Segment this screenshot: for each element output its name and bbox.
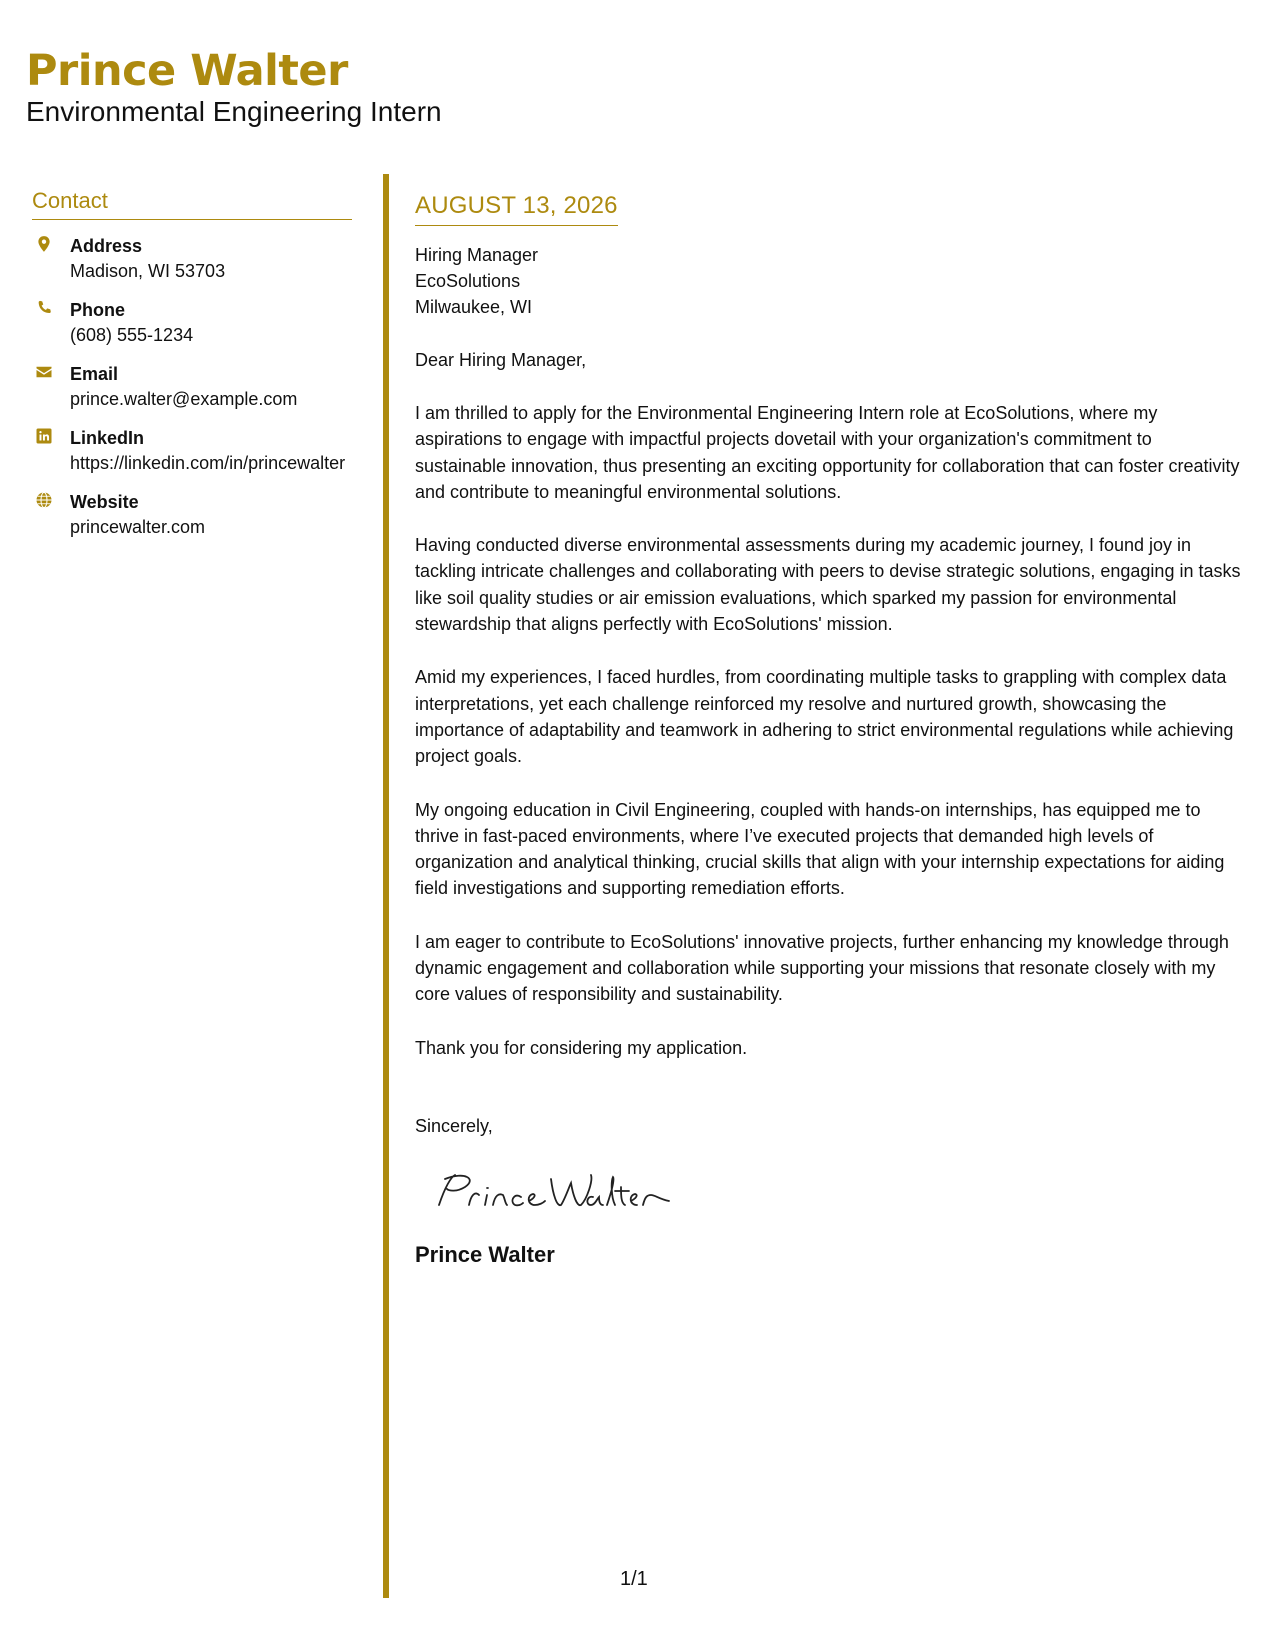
header bbox=[26, 48, 442, 129]
address-value: Madison, WI 53703 bbox=[70, 261, 226, 281]
applicant-name: Prince Walter bbox=[26, 46, 348, 96]
letter-paragraph: Having conducted diverse environmental assessments during my academic journey, I found joy in tackling intricate challenges and collaborating with peers to devise strategic solutions, engaging in tasks like soil quality studies or air emission evaluations, which sparked my passion for environmental stewardship that aligns perfectly with EcoSolutions' mission. bbox=[415, 535, 1241, 635]
linkedin-value[interactable]: https://linkedin.com/in/princewalter bbox=[70, 453, 346, 473]
closing: Sincerely, bbox=[415, 1115, 493, 1136]
applicant-role: Environmental Engineering Intern bbox=[26, 96, 442, 128]
contact-item-email bbox=[32, 362, 352, 412]
phone-value: (608) 555-1234 bbox=[70, 325, 194, 345]
website-value[interactable]: princewalter.com bbox=[70, 517, 206, 537]
contact-sidebar bbox=[32, 188, 352, 540]
recipient-location: Milwaukee, WI bbox=[415, 297, 533, 317]
letter-date: AUGUST 13, 2026 bbox=[415, 192, 618, 226]
letter-body bbox=[415, 192, 1245, 1268]
contact-item-linkedin bbox=[32, 426, 352, 476]
letter-paragraph: Amid my experiences, I faced hurdles, from coordinating multiple tasks to grappling with complex data interpretations, yet each challenge reinforced my resolve and nurtured growth, showcasing the importance of adaptability and teamwork in adhering to strict environmental regulations while achieving project goals. bbox=[415, 667, 1234, 767]
email-icon bbox=[35, 363, 53, 381]
location-pin-icon bbox=[35, 235, 53, 253]
contact-title: Contact bbox=[32, 188, 352, 220]
linkedin-icon bbox=[35, 427, 53, 445]
recipient-title: Hiring Manager bbox=[415, 245, 539, 265]
contact-item-website bbox=[32, 490, 352, 540]
letter-paragraph: I am eager to contribute to EcoSolutions' innovative projects, further enhancing my knowledge through dynamic engagement and collaboration while supporting your missions that resonate closely with my core values of responsibility and sustainability. bbox=[415, 931, 1229, 1005]
email-value[interactable]: prince.walter@example.com bbox=[70, 389, 298, 409]
contact-item-address bbox=[32, 234, 352, 284]
address-label: Address bbox=[70, 236, 143, 256]
phone-label: Phone bbox=[70, 300, 126, 320]
globe-icon bbox=[35, 491, 53, 509]
recipient-company: EcoSolutions bbox=[415, 271, 521, 291]
letter-paragraph: I am thrilled to apply for the Environmental Engineering Intern role at EcoSolutions, where my aspirations to engage with impactful projects dovetail with your organization's commitment to sustainable innovation, thus presenting an exciting opportunity for collaboration that can foster creativity and contribute to meaningful environmental solutions. bbox=[415, 403, 1240, 502]
contact-item-phone bbox=[32, 298, 352, 348]
handwritten-signature bbox=[425, 1165, 675, 1225]
recipient-block bbox=[415, 242, 1245, 320]
website-label: Website bbox=[70, 492, 139, 512]
signed-name: Prince Walter bbox=[415, 1241, 555, 1267]
letter-paragraph: My ongoing education in Civil Engineering, coupled with hands-on internships, has equipped me to thrive in fast-paced environments, where I’ve executed projects that demanded high levels of organization and analytical thinking, crucial skills that align with your internship expectations for aiding field investigations and supporting remediation efforts. bbox=[415, 799, 1225, 899]
vertical-divider bbox=[383, 174, 389, 1598]
phone-icon bbox=[35, 299, 53, 317]
letter-paragraph: Thank you for considering my application. bbox=[415, 1037, 748, 1058]
linkedin-label: LinkedIn bbox=[70, 428, 145, 448]
salutation: Dear Hiring Manager, bbox=[415, 350, 587, 370]
page-number: 1/1 bbox=[620, 1568, 648, 1590]
email-label: Email bbox=[70, 364, 119, 384]
